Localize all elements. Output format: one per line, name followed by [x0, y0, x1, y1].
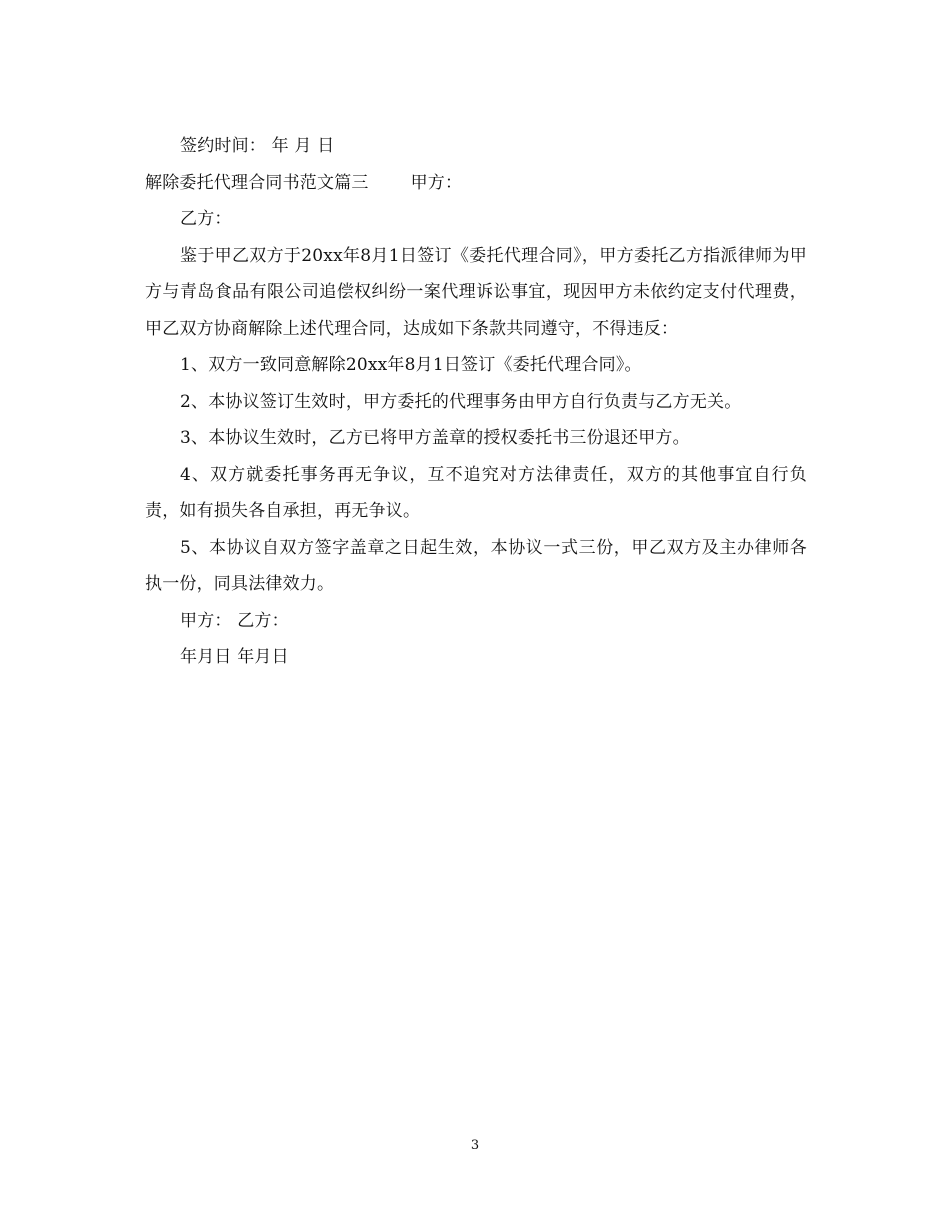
clause-4: 4、双方就委托事务再无争议，互不追究对方法律责任，双方的其他事宜自行负责，如有损失各自承担，再无争议。	[145, 464, 807, 521]
intro-paragraph: 鉴于甲乙双方于20xx年8月1日签订《委托代理合同》，甲方委托乙方指派律师为甲方与青岛食品有限公司追偿权纠纷一案代理诉讼事宜，现因甲方未依约定支付代理费，甲乙双方协商解除上述代理合同，达成如下条款共同遵守，不得违反：	[145, 245, 807, 339]
clause-1: 1、双方一致同意解除20xx年8月1日签订《委托代理合同》。	[180, 355, 642, 375]
sign-time-line: 签约时间： 年 月 日	[180, 136, 335, 156]
party-b-label: 乙方：	[180, 209, 232, 229]
section-heading-row	[145, 165, 807, 202]
heading-gap	[369, 165, 411, 202]
document-body	[145, 128, 807, 676]
section-title: 解除委托代理合同书范文篇三	[145, 172, 369, 193]
signature-parties-line: 甲方： 乙方：	[180, 610, 289, 631]
clause-2: 2、本协议签订生效时，甲方委托的代理事务由甲方自行负责与乙方无关。	[180, 391, 742, 412]
signature-dates-line: 年月日 年月日	[180, 647, 289, 667]
clause-5: 5、本协议自双方签字盖章之日起生效，本协议一式三份，甲乙双方及主办律师各执一份，同具法律效力。	[145, 537, 807, 594]
clause-3: 3、本协议生效时，乙方已将甲方盖章的授权委托书三份退还甲方。	[180, 428, 690, 448]
page-number: 3	[470, 1138, 480, 1153]
party-a-label: 甲方：	[410, 172, 463, 193]
